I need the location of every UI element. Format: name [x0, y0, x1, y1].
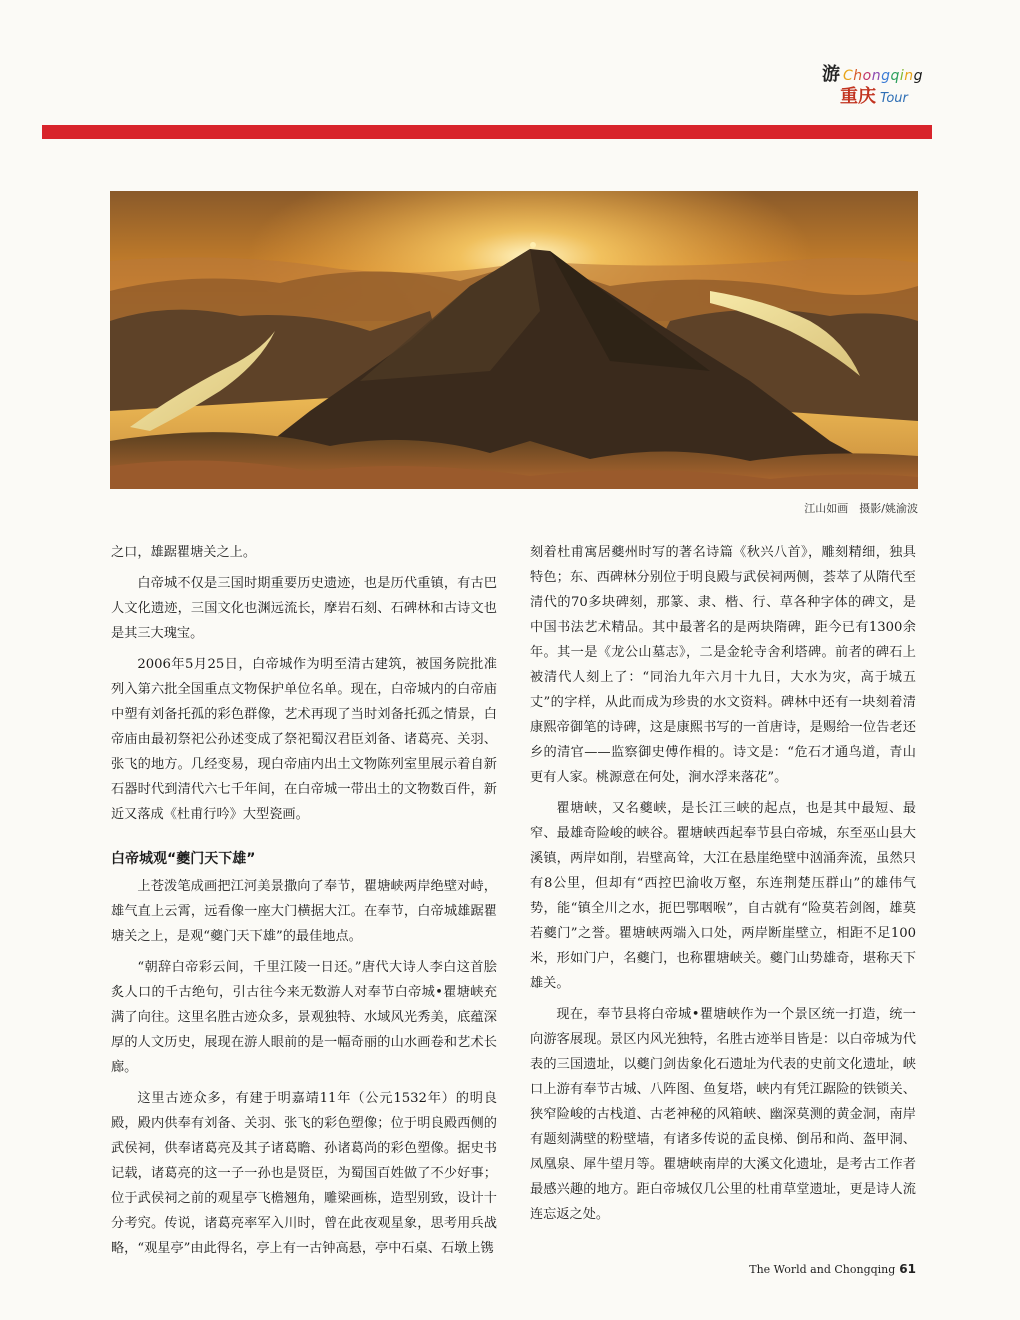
magazine-name: The World and Chongqing — [749, 1263, 896, 1276]
paragraph: 白帝城不仅是三国时期重要历史遗迹，也是历代重镇，有古巴人文化遗迹，三国文化也渊远流长，摩岩石刻、石碑林和古诗文也是其三大瑰宝。 — [111, 576, 497, 641]
left-column — [111, 540, 497, 1267]
paragraph: 上苍泼笔成画把江河美景撒向了奉节，瞿塘峡两岸绝壁对峙，雄气直上云霄，远看像一座大门横据大江。在奉节，白帝城雄踞瞿塘关之上，是观“夔门天下雄”的最佳地点。 — [111, 879, 497, 944]
paragraph: “朝辞白帝彩云间，千里江陵一日还。”唐代大诗人李白这首脍炙人口的千古绝句，引古往今来无数游人对奉节白帝城•瞿塘峡充满了向往。这里名胜古迹众多，景观独特、水域风光秀美，底蕴深厚的人文历史，展现在游人眼前的是一幅奇丽的山水画卷和艺术长廊。 — [111, 960, 497, 1075]
paragraph: 刻着杜甫寓居夔州时写的著名诗篇《秋兴八首》，雕刻精细，独具特色；东、西碑林分别位于明良殿与武侯祠两侧，荟萃了从隋代至清代的70多块碑刻，那篆、隶、楷、行、草各种字体的碑文，是中国书法艺术精品。其中最著名的是两块隋碑，距今已有1300余年。其一是《龙公山墓志》，二是金轮寺舍利塔碑。前者的碑石上被清代人刻上了：“同治九年六月十九日，大水为灾，高于城五丈”的字样，从此而成为珍贵的水文资料。碑林中还有一块刻着清康熙帝御笔的诗碑，这是康熙书写的一首唐诗，是赐给一位告老还乡的清官——监察御史傅作楫的。诗文是：“危石才通鸟道，青山更有人家。桃源意在何处，涧水浮来落花”。 — [530, 545, 916, 785]
paragraph: 这里古迹众多，有建于明嘉靖11年（公元1532年）的明良殿，殿内供奉有刘备、关羽、张飞的彩色塑像；位于明良殿西侧的武侯祠，供奉诸葛亮及其子诸葛瞻、孙诸葛尚的彩色塑像。据史书记载，诸葛亮的这一子一孙也是贤臣，为蜀国百姓做了不少好事；位于武侯祠之前的观星亭飞檐翘角，雕梁画栋，造型别致，设计十分考究。传说，诸葛亮率军入川时，曾在此夜观星象，思考用兵战略，“观星亭”由此得名，亭上有一古钟高悬，亭中石桌、石墩上镌 — [111, 1091, 497, 1256]
logo-cn-bottom: 重庆 — [840, 86, 876, 107]
logo-cn-top: 游 — [822, 64, 840, 85]
section-heading: 白帝城观“夔门天下雄” — [111, 851, 256, 867]
logo-en-bottom: Tour — [880, 91, 908, 106]
right-column — [530, 540, 916, 1233]
magazine-section-logo — [822, 60, 932, 110]
logo-en-top: Chongqing — [843, 68, 924, 84]
page-footer — [749, 1262, 916, 1276]
page-number: 61 — [899, 1262, 916, 1276]
header-red-bar — [42, 125, 932, 139]
paragraph: 2006年5月25日，白帝城作为明至清古建筑，被国务院批准列入第六批全国重点文物保护单位名单。现在，白帝城内的白帝庙中塑有刘备托孤的彩色群像，艺术再现了当时刘备托孤之情景，白帝庙由最初祭祀公孙述变成了祭祀蜀汉君臣刘备、诸葛亮、关羽、张飞的地方。几经变易，现白帝庙内出土文物陈列室里展示着自新石器时代到清代六七千年间，在白帝城一带出土的文物数百件，新近又落成《杜甫行吟》大型瓷画。 — [111, 657, 497, 822]
paragraph: 之口，雄踞瞿塘关之上。 — [111, 545, 257, 560]
sunset-gorge-photo — [110, 191, 918, 489]
photo-caption: 江山如画 摄影/姚渝波 — [804, 502, 918, 515]
paragraph: 现在，奉节县将白帝城•瞿塘峡作为一个景区统一打造，统一向游客展现。景区内风光独特，名胜古迹举目皆是：以白帝城为代表的三国遗址，以夔门剑齿象化石遗址为代表的史前文化遗址，峡口上游有奉节古城、八阵图、鱼复塔，峡内有凭江踞险的铁锁关、狭窄险峻的古栈道、古老神秘的风箱峡、幽深莫测的黄金洞，南岸有题刻满壁的粉壁墙，有诸多传说的孟良梯、倒吊和尚、盔甲洞、凤凰泉、犀牛望月等。瞿塘峡南岸的大溪文化遗址，是考古工作者最感兴趣的地方。距白帝城仅几公里的杜甫草堂遗址，更是诗人流连忘返之处。 — [530, 1007, 916, 1222]
paragraph: 瞿塘峡，又名夔峡，是长江三峡的起点，也是其中最短、最窄、最雄奇险峻的峡谷。瞿塘峡西起奉节县白帝城，东至巫山县大溪镇，两岸如削，岩壁高耸，大江在悬崖绝壁中汹涌奔流，虽然只有8公里，但却有“西控巴渝收万壑，东连荆楚压群山”的雄伟气势，能“镇全川之水，扼巴鄂咽喉”，自古就有“险莫若剑阁，雄莫若夔门”之誉。瞿塘峡两端入口处，两岸断崖壁立，相距不足100米，形如门户，名夔门，也称瞿塘峡关。夔门山势雄奇，堪称天下雄关。 — [530, 801, 916, 991]
